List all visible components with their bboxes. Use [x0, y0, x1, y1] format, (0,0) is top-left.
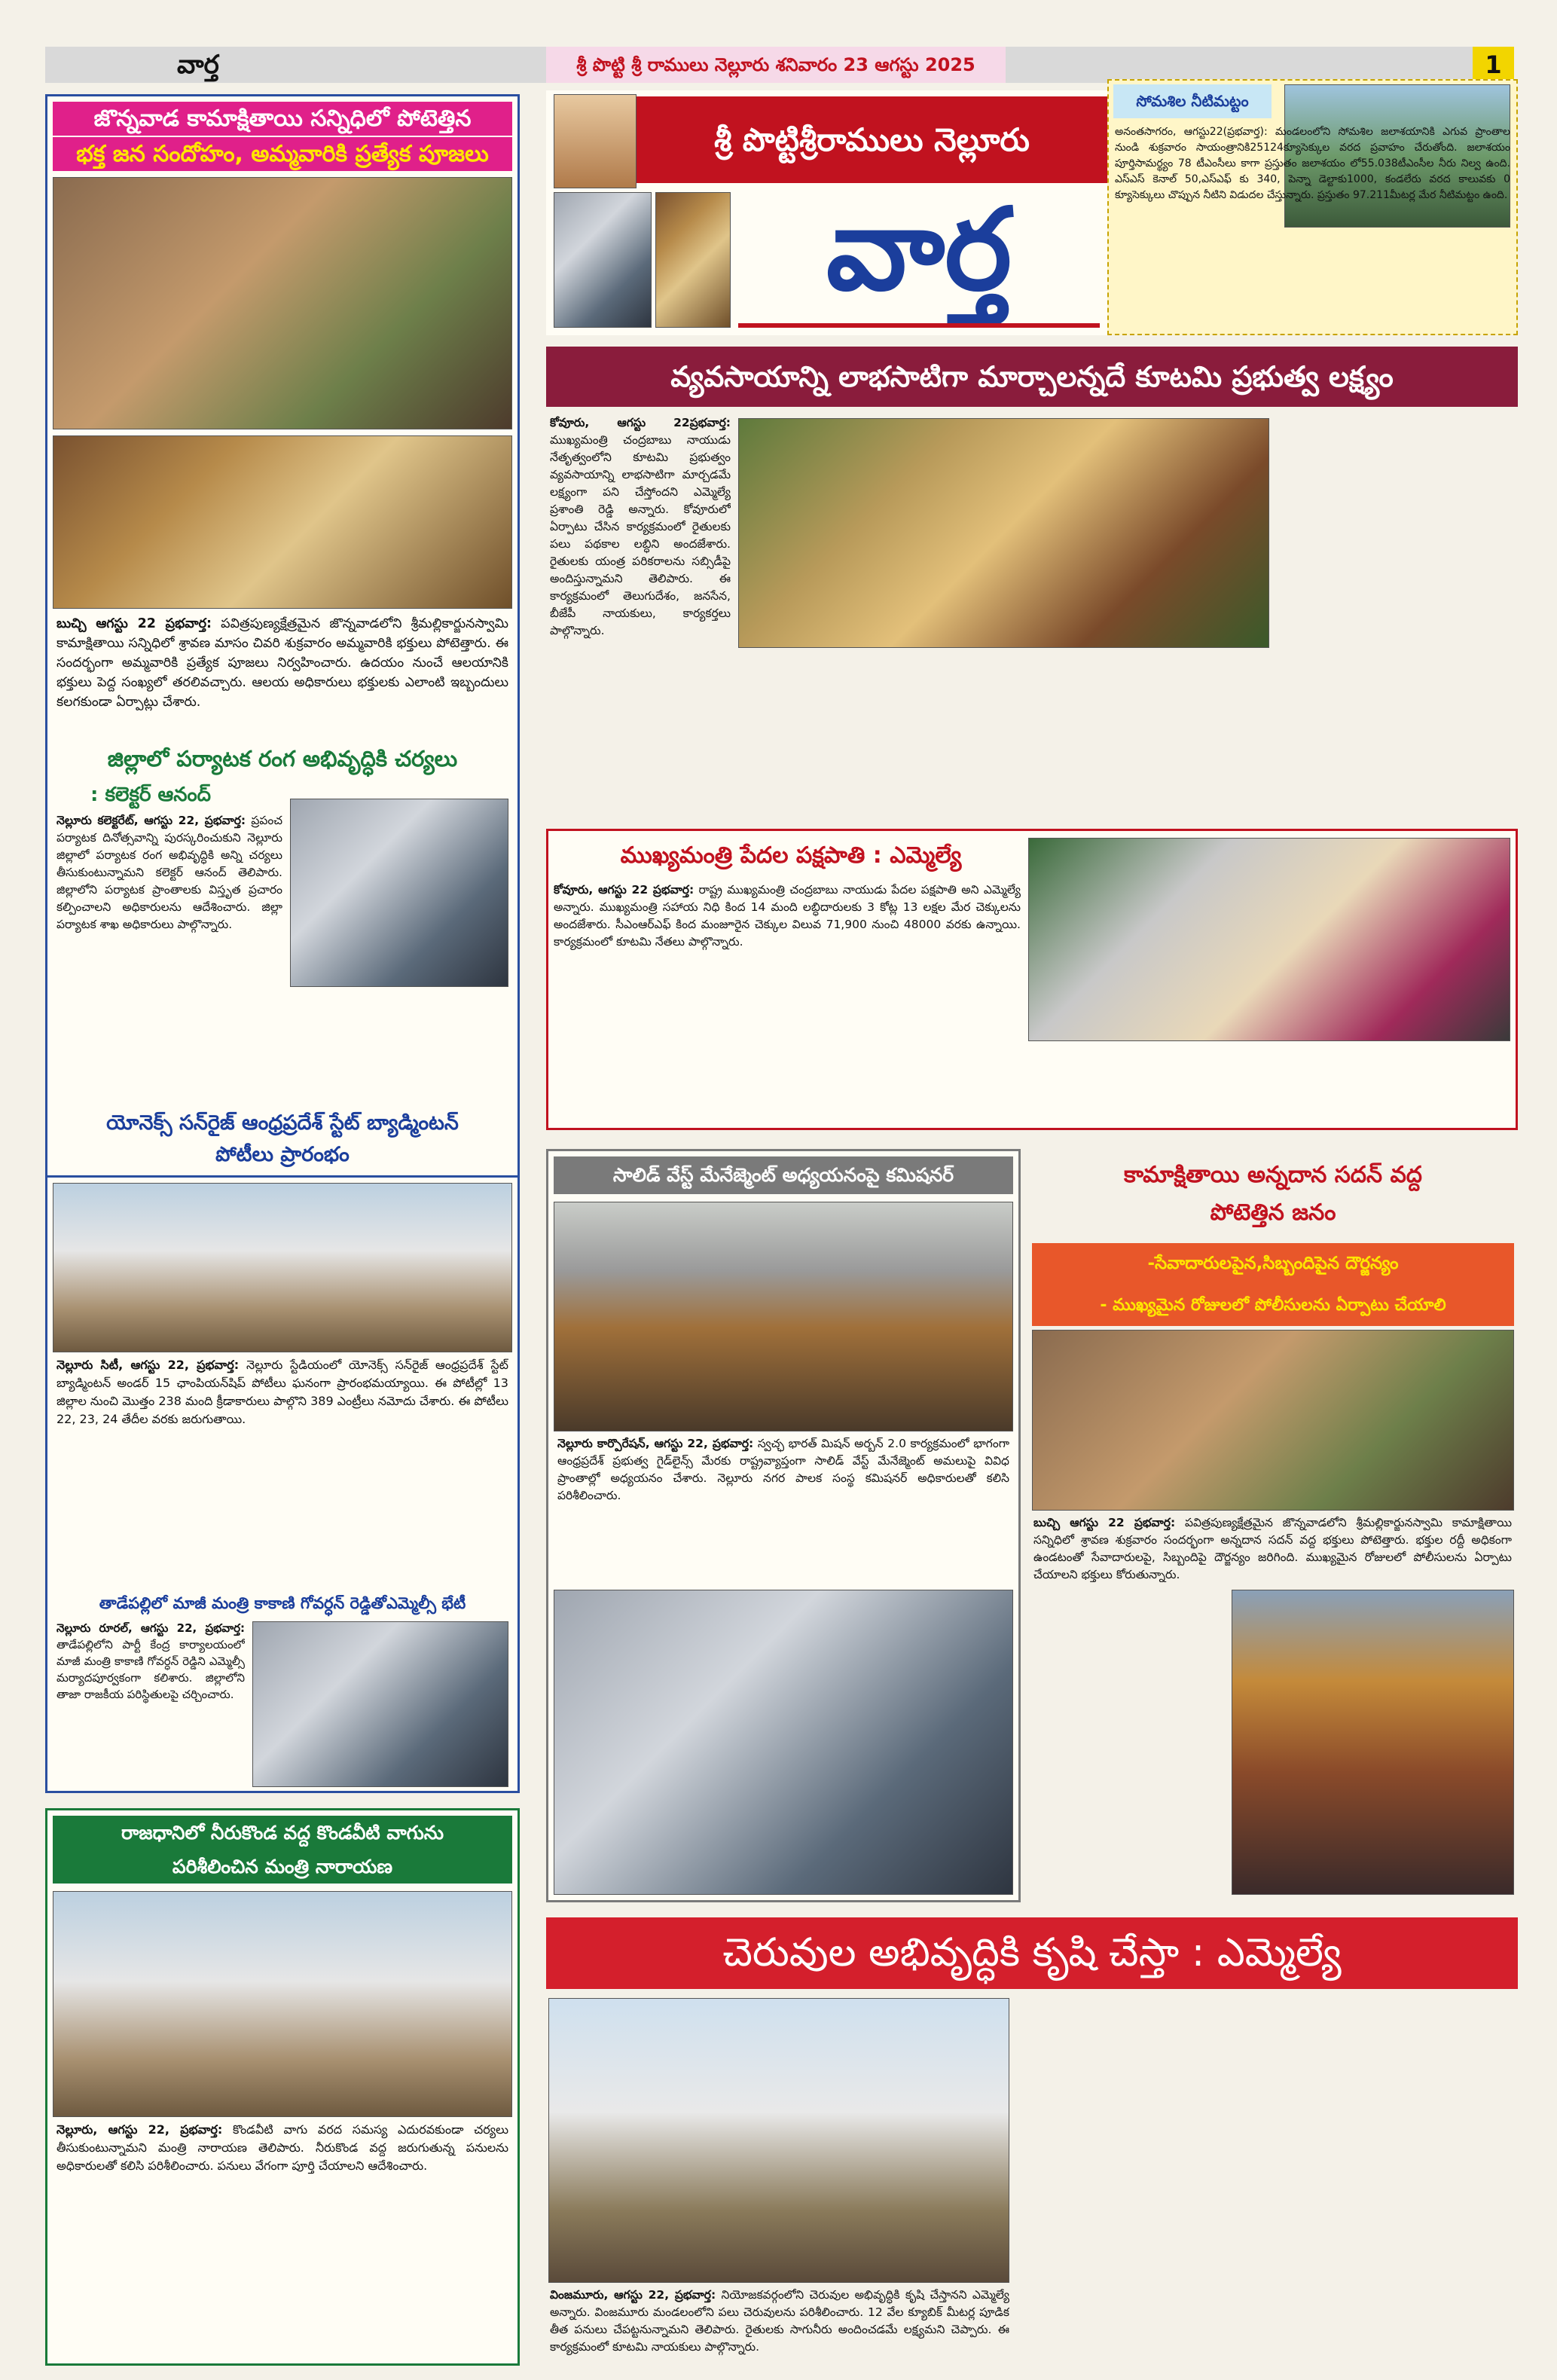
- kakani-title: తాడేపల్లిలో మాజీ మంత్రి కాకాణి గోవర్ధన్ రెడ్డితోఎమ్మెల్సీ భేటీ: [99, 1594, 466, 1612]
- somasila-article: అనంతసాగరం, ఆగస్టు22(ప్రభవార్త): మండలంలోని సోమశిల జలాశయానికి ఎగువ ప్రాంతాల నుండి శుక్రవారం సాయంత్రానికి25124క్యూసెక్కుల వరద ప్రవాహం చేరుతోంది. జలాశయం పూర్తిసామర్థ్యం 78 టీఎంసీలు కాగా ప్రస్తుతం జలాశయం లో55.038టీఎంసీల నీరు నిల్వ ఉంది. ఎస్ఎస్ కెనాల్ 50,ఎస్ఎఫ్ కు 340, పెన్నా డెల్టాకు1000, కండలేరు వరద కాలువకు 0 క్యూసెక్కులు చొప్పున నీటిని విడుదల చేస్తున్నారు. ప్రస్తుతం 97.211మీటర్ల మేర నీటిమట్టం ఉంది.: [1115, 126, 1510, 201]
- cm-poor-title: ముఖ్యమంత్రి పేదల పక్షపాతి : ఎమ్మెల్యే: [620, 842, 962, 869]
- swm-title: సాలిడ్ వేస్ట్ మేనేజ్మెంట్ అధ్యయనంపై కమిషనర్: [554, 1156, 1013, 1194]
- cm-poor-article: కోవూరు, ఆగస్టు 22 ప్రభవార్త: రాష్ట్ర ముఖ్యమంత్రి చంద్రబాబు నాయుడు పేదల పక్షపాతి అని ఎమ్మెల్యే అన్నారు. ముఖ్యమంత్రి సహాయ నిధి కింద 14 మంది లబ్ధిదారులకు 3 కోట్ల 13 లక్షల మేర చెక్కులను అందజేశారు. సీఎంఆర్ఎఫ్ కింద మంజూరైన చెక్కుల విలువ 71,900 నుంచి 48000 వరకు ఉన్నాయి. కార్యక్రమంలో కూటమి నేతలు పాల్గొన్నారు.: [554, 883, 1021, 949]
- page-number: 1: [1473, 47, 1514, 83]
- annadanam-dining-photo: [1032, 1330, 1514, 1511]
- amaravati-title-2: పరిశీలించిన మంత్రి నారాయణ: [53, 1850, 512, 1884]
- agriculture-article: కోవూరు, ఆగస్టు 22ప్రభవార్త: ముఖ్యమంత్రి చంద్రబాబు నాయుడు నేతృత్వంలోని కూటమి ప్రభుత్వం వ్యవసాయాన్ని లాభసాటిగా మార్చడమే లక్ష్యంగా పని చేస్తోందని ఎమ్మెల్యే ప్రశాంతి రెడ్డి అన్నారు. కోవూరులో ఏర్పాటు చేసిన కార్యక్రమంలో రైతులకు పలు పథకాల లబ్ధిని అందజేశారు. రైతులకు యంత్ర పరికరాలను సబ్సిడీపై అందిస్తున్నామని తెలిపారు. ఈ కార్యక్రమంలో తెలుగుదేశం, జనసేన, బీజేపీ నాయకులు, కార్యకర్తలు పాల్గొన్నారు.: [550, 416, 731, 637]
- agriculture-title: వ్యవసాయాన్ని లాభసాటిగా మార్చాలన్నదే కూటమి ప్రభుత్వ లక్ష్యం: [546, 347, 1518, 407]
- tourism-article: నెల్లూరు కలెక్టరేట్, ఆగస్టు 22, ప్రభవార్త: ప్రపంచ పర్యాటక దినోత్సవాన్ని పురస్కరించుకుని నెల్లూరు జిల్లాలో పర్యాటక రంగ అభివృద్ధికి అన్ని చర్యలు తీసుకుంటున్నామని కలెక్టర్ ఆనంద్ తెలిపారు. జిల్లాలోని పర్యాటక ప్రాంతాలకు విస్తృత ప్రచారం కల్పించాలని అధికారులను ఆదేశించారు. జిల్లా పర్యాటక శాఖ అధికారులు పాల్గొన్నారు.: [56, 814, 282, 931]
- annadanam-article: బుచ్చి ఆగస్టు 22 ప్రభవార్త: పవిత్రపుణ్యక్షేత్రమైన జొన్నవాడలోని శ్రీమల్లికార్జునస్వామి కామాక్షితాయి సన్నిధిలో శ్రావణ శుక్రవారం సందర్భంగా అన్నదాన సదన్ వద్ద భక్తులు పోటెత్తారు. భక్తుల రద్దీ అధికంగా ఉండటంతో సేవాదారులపై, సిబ్బందిపై దౌర్జన్యం జరిగింది. ముఖ్యమైన రోజులలో పోలీసులను ఏర్పాటు చేయాలని భక్తులు కోరుతున్నారు.: [1033, 1516, 1512, 1581]
- masthead-underline: [738, 320, 1100, 328]
- somasila-title: సోమశిల నీటిమట్టం: [1113, 84, 1272, 118]
- annadanam-crowd-photo: [1232, 1590, 1514, 1895]
- bridge-photo: [554, 192, 652, 328]
- swm-review-meeting-photo: [554, 1590, 1013, 1895]
- minister-inspection-photo: [53, 1891, 512, 2117]
- tourism-title: జిల్లాలో పర్యాటక రంగ అభివృద్ధికి చర్యలు: [107, 746, 458, 771]
- masthead-district: శ్రీ పొట్టిశ్రీరాములు నెల్లూరు: [637, 96, 1107, 183]
- agriculture-article-bottom: [550, 655, 1273, 814]
- annadanam-title-1: కామాక్షితాయి అన్నదాన సదన్ వద్ద: [1124, 1162, 1422, 1188]
- badminton-title-2: పోటీలు ప్రారంభం: [215, 1143, 350, 1166]
- ponds-article: వింజమూరు, ఆగస్టు 22, ప్రభవార్త: నియోజకవర్గంలోని చెరువుల అభివృద్ధికి కృషి చేస్తానని ఎమ్మెల్యే అన్నారు. వింజమూరు మండలంలోని పలు చెరువులను పరిశీలించారు. 12 వేల క్యూబిక్ మీటర్ల పూడిక తీత పనులు చేపట్టనున్నామని తెలిపారు. రైతులకు సాగునీరు అందించడమే లక్ష్యమని చెప్పారు. ఈ కార్యక్రమంలో కూటమి నాయకులు పాల్గొన్నారు.: [550, 2288, 1009, 2354]
- temple-tower-photo: [655, 192, 731, 328]
- agriculture-felicitation-photo: [738, 418, 1269, 648]
- badminton-title-1: యోనెక్స్ సన్‌రైజ్ ఆంధ్రప్రదేశ్ స్టేట్ బ్యాడ్మింటన్: [106, 1111, 459, 1135]
- header-logo: వార్త: [177, 50, 219, 80]
- jonnawada-title-2: భక్త జన సందోహం, అమ్మవారికి ప్రత్యేక పూజలు: [53, 137, 512, 171]
- temple-puja-photo: [53, 177, 512, 429]
- badminton-inauguration-photo: [53, 1183, 512, 1352]
- tourism-subtitle: : కలెక్టర్ ఆనంద్: [90, 784, 212, 806]
- edition-line: శ్రీ పొట్టి శ్రీ రాములు నెల్లూరు శనివారం 23 ఆగస్టు 2025: [546, 47, 1006, 83]
- devotees-crowd-photo: [53, 435, 512, 609]
- cheque-distribution-photo: [1028, 838, 1510, 1041]
- pond-inspection-photo: [548, 1998, 1009, 2283]
- tourism-article-cont: [56, 1070, 508, 1109]
- badminton-article: నెల్లూరు సిటీ, ఆగస్టు 22, ప్రభవార్త: నెల్లూరు స్టేడియంలో యోనెక్స్ సన్‌రైజ్ ఆంధ్రప్రదేశ్ స్టేట్ బ్యాడ్మింటన్ అండర్ 15 ఛాంపియన్‌షిప్ పోటీలు ఘనంగా ప్రారంభమయ్యాయి. ఈ పోటీల్లో 13 జిల్లాల నుంచి మొత్తం 238 మంది క్రీడాకారులు పాల్గొని 389 ఎంట్రీలు నమోదు చేశారు. ఈ పోటీలు 22, 23, 24 తేదీల వరకు జరుగుతాయి.: [56, 1358, 508, 1426]
- jonnawada-title-1: జొన్నవాడ కామాక్షితాయి సన్నిధిలో పోటెత్తిన: [53, 102, 512, 136]
- collector-event-photo: [290, 799, 508, 987]
- agriculture-article-cont: [1277, 414, 1518, 814]
- waste-yard-photo: [554, 1202, 1013, 1431]
- amaravati-article: నెల్లూరు, ఆగస్టు 22, ప్రభవార్త: కొండవీటి వాగు వరద సమస్య ఎదురవకుండా చర్యలు తీసుకుంటున్నామని మంత్రి నారాయణ తెలిపారు. నీరుకొండ వద్ద జరుగుతున్న పనులను అధికారులతో కలిసి పరిశీలించారు. పనులు వేగంగా పూర్తి చేయాలని ఆదేశించారు.: [56, 2122, 508, 2173]
- ponds-article-cont: [1017, 2000, 1514, 2366]
- annadanam-article-cont: [1033, 1582, 1226, 1899]
- ponds-title: చెరువుల అభివృద్ధికి కృషి చేస్తా : ఎమ్మెల్యే: [546, 1917, 1518, 1989]
- kakani-meeting-photo: [252, 1621, 508, 1787]
- annadanam-subtitle-1: -సేవాదారులపైన,సిబ్బందిపైన దౌర్జన్యం: [1032, 1243, 1514, 1285]
- amaravati-title-1: రాజధానిలో నీరుకొండ వద్ద కొండవీటి వాగును: [53, 1816, 512, 1850]
- annadanam-title-2: పోటెత్తిన జనం: [1210, 1199, 1336, 1226]
- kakani-article: నెల్లూరు రూరల్, ఆగస్టు 22, ప్రభవార్త: తాడేపల్లిలోని పార్టీ కేంద్ర కార్యాలయంలో మాజీ మంత్రి కాకాణి గోవర్ధన్ రెడ్డిని ఎమ్మెల్సీ మర్యాదపూర్వకంగా కలిశారు. జిల్లాలోని తాజా రాజకీయ పరిస్థితులపై చర్చించారు.: [56, 1621, 245, 1701]
- potti-sriramulu-portrait: [554, 94, 637, 188]
- swm-article: నెల్లూరు కార్పొరేషన్, ఆగస్టు 22, ప్రభవార్త: స్వచ్ఛ భారత్ మిషన్ అర్బన్ 2.0 కార్యక్రమంలో భాగంగా ఆంధ్రప్రదేశ్ ప్రభుత్వ గైడ్‌లైన్స్ మేరకు రాష్ట్రవ్యాప్తంగా సాలిడ్ వేస్ట్ మేనేజ్మెంట్ అమలుపై వివిధ ప్రాంతాల్లో అధ్యయనం చేశారు. నెల్లూరు నగర పాలక సంస్థ కమిషనర్ అధికారులతో కలిసి పరిశీలించారు.: [557, 1437, 1009, 1502]
- annadanam-subtitle-2: - ముఖ్యమైన రోజులలో పోలీసులను ఏర్పాటు చేయాలి: [1032, 1285, 1514, 1326]
- jonnawada-article: బుచ్చి ఆగస్టు 22 ప్రభవార్త: పవిత్రపుణ్యక్షేత్రమైన జొన్నవాడలోని శ్రీమల్లికార్జునస్వామి కామాక్షితాయి సన్నిధిలో శ్రావణ మాసం చివరి శుక్రవారం అమ్మవారికి భక్తులు పోటెత్తారు. ఈ సందర్భంగా అమ్మవారికి ప్రత్యేక పూజలు నిర్వహించారు. ఉదయం నుంచే ఆలయానికి భక్తులు పెద్ద సంఖ్యలో తరలివచ్చారు. ఆలయ అధికారులు భక్తులకు ఎలాంటి ఇబ్బందులు కలగకుండా ఏర్పాట్లు చేశారు.: [56, 616, 508, 710]
- masthead-logo: వార్త: [826, 185, 1012, 316]
